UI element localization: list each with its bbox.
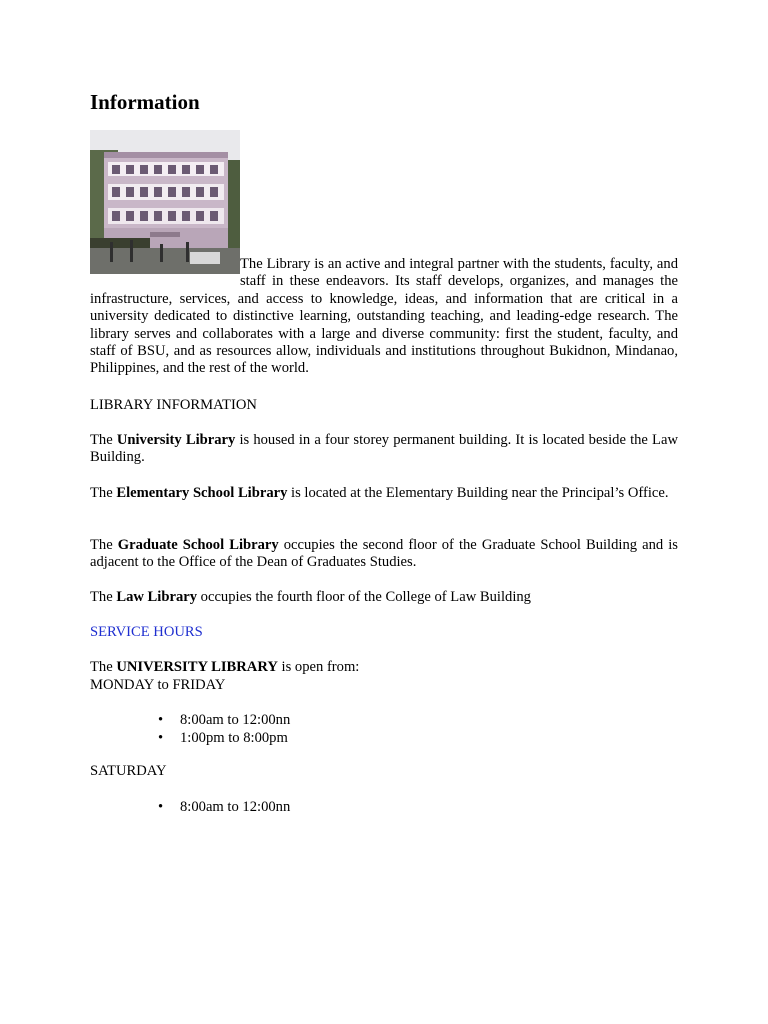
weekday-hours-list <box>90 711 490 748</box>
university-library-paragraph: The University Library is housed in a four storey permanent building. It is located beside the Law Building. <box>90 432 678 466</box>
university-library-caps: UNIVERSITY LIBRARY <box>116 659 278 675</box>
list-item: • 8:00am to 12:00nn <box>158 799 291 815</box>
list-item: • 1:00pm to 8:00pm <box>158 730 288 747</box>
law-library-paragraph: The Law Library occupies the fourth floor of the College of Law Building <box>90 589 531 605</box>
list-item: • 8:00am to 12:00nn <box>158 712 291 728</box>
library-information-heading: LIBRARY INFORMATION <box>90 397 257 413</box>
library-building-photo <box>90 130 240 274</box>
graduate-library-name: Graduate School Library <box>117 537 279 553</box>
bullet-icon: • <box>158 730 164 747</box>
saturday-label: SATURDAY <box>90 763 167 779</box>
saturday-hours-list <box>90 798 490 816</box>
intro-text: The Library is an active and integral partner with the students, faculty, and staff in these endeavors. Its staff develops, organizes, and manages the infrastructure, services, and access to knowledge, ideas, and information that are critical in a university dedicated to distinctive learning, outstanding teaching, and leading-edge research. The library serves and collaborates with a large and diverse community: first the student, faculty, and staff of BSU, and as resources allow, individuals and institutions throughout Bukidnon, Mindanao, Philippines, and the rest of the world. <box>90 256 678 377</box>
service-hours-heading: SERVICE HOURS <box>90 624 203 640</box>
weekday-label: MONDAY to FRIDAY <box>90 677 226 693</box>
university-open-line: The UNIVERSITY LIBRARY is open from: <box>90 659 360 675</box>
bullet-icon: • <box>158 799 164 815</box>
elementary-library-name: Elementary School Library <box>116 485 288 501</box>
university-library-name: University Library <box>116 432 236 448</box>
bullet-icon: • <box>158 712 164 728</box>
page-title: Information <box>90 90 200 114</box>
intro-paragraph <box>90 130 678 378</box>
graduate-library-paragraph: The Graduate School Library occupies the second floor of the Graduate School Building and is adjacent to the Office of the Dean of Graduates Studies. <box>90 537 678 571</box>
elementary-library-paragraph: The Elementary School Library is located at the Elementary Building near the Principal’s Office. <box>90 485 669 501</box>
law-library-name: Law Library <box>116 589 198 605</box>
